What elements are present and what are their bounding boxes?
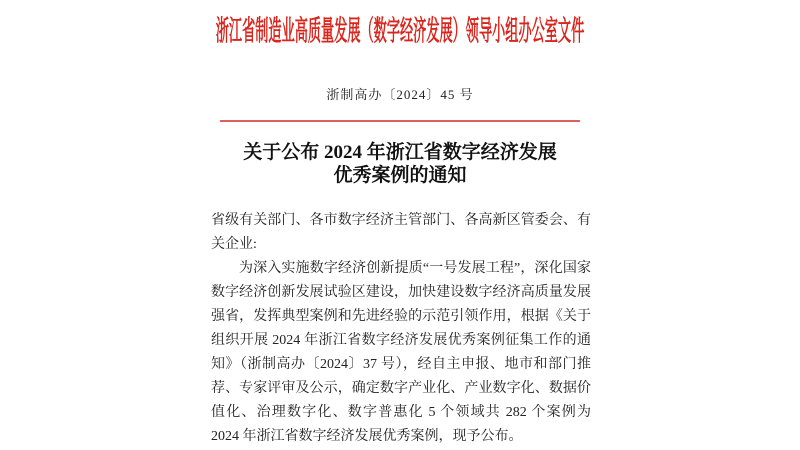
document-header-title: 浙江省制造业高质量发展（数字经济发展）领导小组办公室文件 — [215, 16, 585, 47]
document-title-line1: 关于公布 2024 年浙江省数字经济发展 — [243, 142, 557, 163]
salutation: 省级有关部门、各市数字经济主管部门、各高新区管委会、有关企业: — [211, 213, 591, 252]
document-title — [0, 141, 800, 187]
body-paragraph: 为深入实施数字经济创新提质“一号发展工程”，深化国家数字经济创新发展试验区建设，加快建设数字经济高质量发展强省，发挥典型案例和先进经验的示范引领作用，根据《关于组织开展 2024 年浙江省数字经济发展优秀案例征集工作的通知》（浙制高办〔2024〕37 号），经自主申报、地市和部门推荐、专家评审及公示，确定数字产业化、产业数字化、数据价值化、治理数字化、数字普惠化 5 个领域共 282 个案例为 2024 年浙江省数字经济发展优秀案例，现予公布。 — [211, 261, 591, 444]
document-number: 浙制高办〔2024〕45 号 — [326, 87, 474, 102]
header-divider-line — [220, 120, 580, 122]
document-body — [211, 209, 591, 449]
document-title-line2: 优秀案例的通知 — [333, 165, 467, 186]
document-header — [0, 10, 800, 48]
